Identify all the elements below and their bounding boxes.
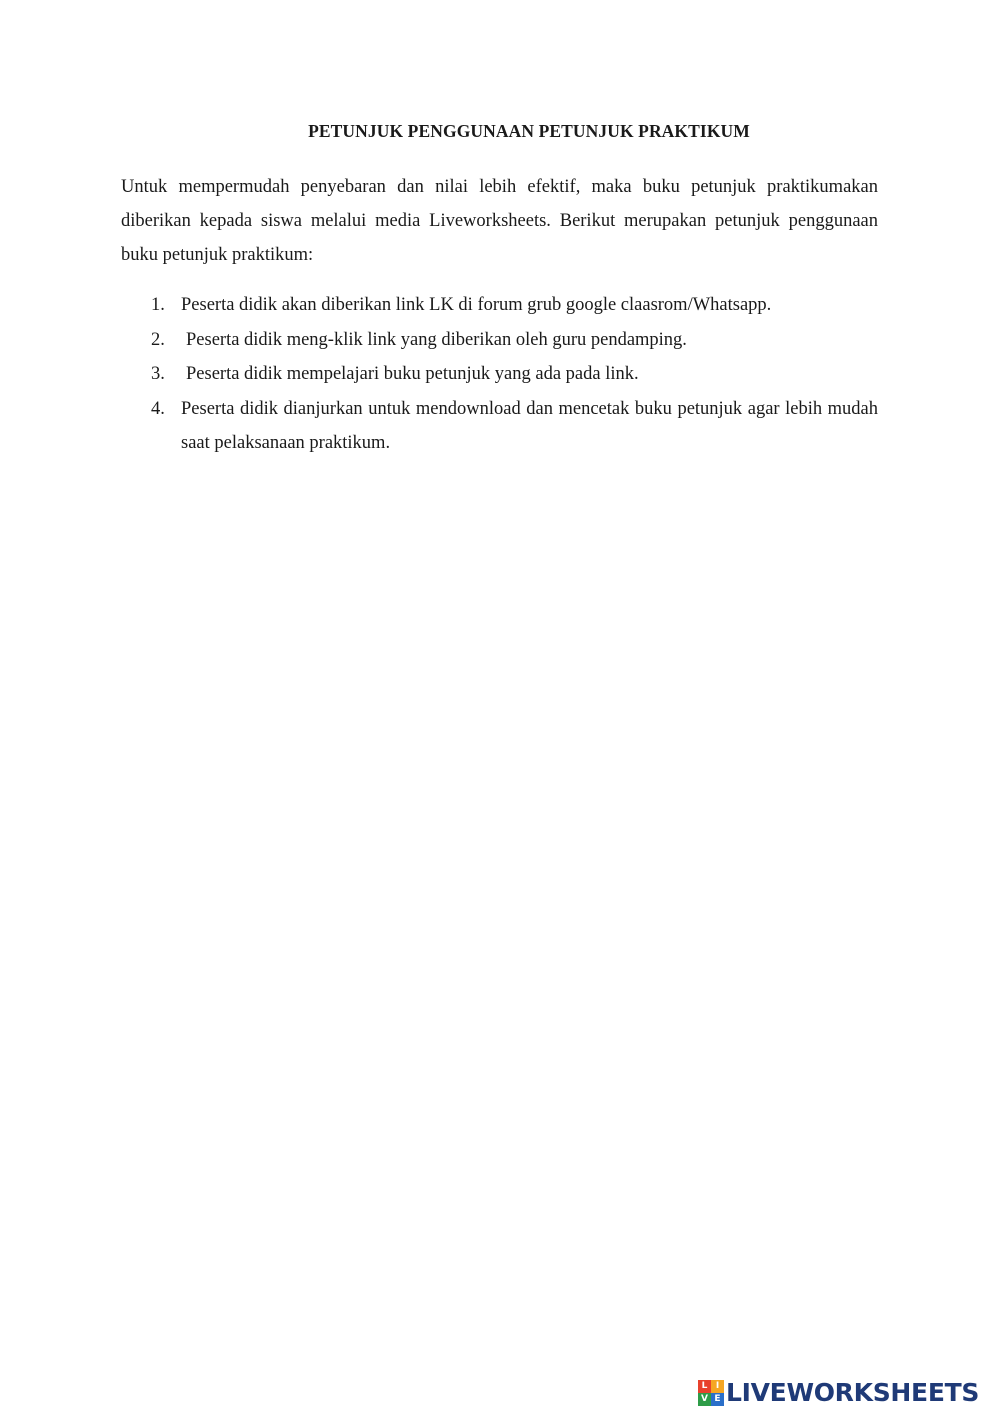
list-item-text: Peserta didik mempelajari buku petunjuk yang ada pada link.	[186, 364, 639, 384]
list-number: 2.	[151, 329, 165, 350]
list-item	[121, 357, 878, 392]
liveworksheets-logo[interactable]	[698, 1378, 979, 1408]
page-title: PETUNJUK PENGGUNAAN PETUNJUK PRAKTIKUM	[308, 121, 750, 141]
instruction-list	[121, 288, 878, 461]
list-item-text: Peserta didik akan diberikan link LK di forum grub google claasrom/Whatsapp.	[181, 295, 772, 315]
list-item	[121, 392, 878, 461]
list-number: 4.	[151, 398, 165, 419]
list-number: 1.	[151, 295, 165, 315]
list-item-text: Peserta didik dianjurkan untuk mendownload dan mencetak buku petunjuk agar lebih mudah saat pelaksanaan praktikum.	[181, 398, 878, 453]
list-item	[121, 288, 878, 323]
intro-paragraph: Untuk mempermudah penyebaran dan nilai lebih efektif, maka buku petunjuk praktikumakan diberikan kepada siswa melalui media Liveworksheets. Berikut merupakan petunjuk penggunaan buku petunjuk praktikum:	[121, 177, 878, 265]
logo-mark-letter: I	[711, 1380, 724, 1393]
list-item-text: Peserta didik meng-klik link yang diberikan oleh guru pendamping.	[186, 329, 687, 350]
list-item	[121, 323, 878, 358]
logo-wordmark: LIVEWORKSHEETS	[726, 1378, 980, 1407]
logo-mark-letter: E	[711, 1393, 724, 1406]
liveworksheets-logo-icon	[698, 1380, 724, 1406]
list-number: 3.	[151, 364, 165, 384]
logo-mark-letter: V	[698, 1393, 711, 1406]
logo-mark-letter: L	[698, 1380, 711, 1393]
